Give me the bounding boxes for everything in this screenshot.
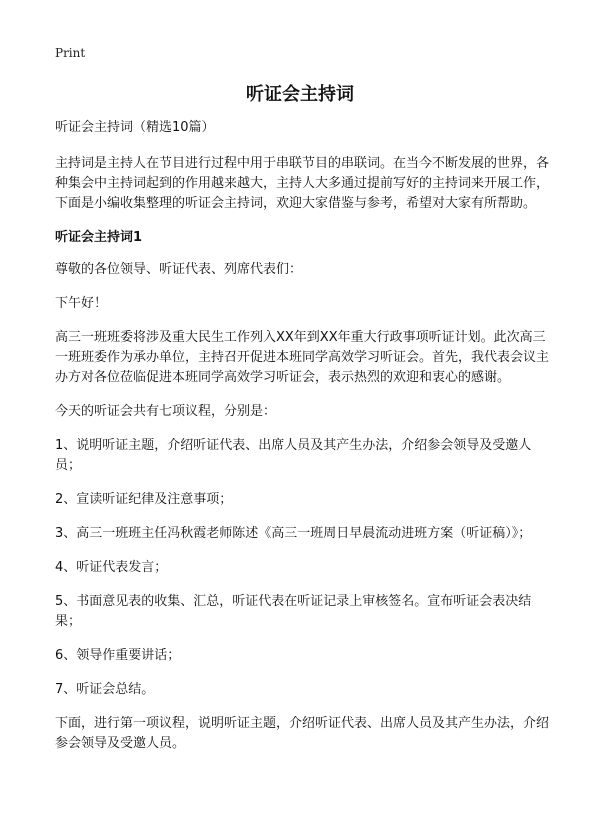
agenda-item-6: 6、领导作重要讲话； [55,648,181,663]
greeting: 下午好！ [55,296,108,311]
closing-paragraph: 下面，进行第一项议程，说明听证主题，介绍听证代表、出席人员及其产生办法，介绍参会领导及受邀人员。 [55,716,550,751]
salutation: 尊敬的各位领导、听证代表、列席代表们： [55,262,303,277]
agenda-item-3: 3、高三一班班主任冯秋霞老师陈述《高三一班周日早晨流动进班方案（听证稿）》； [55,526,532,541]
section-heading: 听证会主持词1 [55,230,143,245]
agenda-item-1: 1、说明听证主题，介绍听证代表、出席人员及其产生办法，介绍参会领导及受邀人员； [55,438,532,473]
agenda-intro: 今天的听证会共有七项议程，分别是： [55,404,277,419]
document-title: 听证会主持词 [246,84,354,105]
agenda-item-4: 4、听证代表发言； [55,560,168,575]
print-link[interactable]: Print [55,46,86,60]
document-body [55,118,551,768]
opening-paragraph: 高三一班班委将涉及重大民生工作列入XX年到XX年重大行政事项听证计划。此次高三一班班委作为承办单位，主持召开促进本班同学高效学习听证会。首先，我代表会议主办方对各位莅临促进本班同学高效学习听证会，表示热烈的欢迎和衷心的感谢。 [55,330,550,385]
document-subtitle: 听证会主持词（精选10篇） [55,120,215,135]
agenda-item-2: 2、宣读听证纪律及注意事项； [55,492,233,507]
agenda-item-5: 5、书面意见表的收集、汇总，听证代表在听证记录上审核签名。宣布听证会表决结果； [55,594,532,629]
agenda-item-7: 7、听证会总结。 [55,682,155,697]
intro-paragraph: 主持词是主持人在节目进行过程中用于串联节目的串联词。在当今不断发展的世界，各种集会中主持词起到的作用越来越大，主持人大多通过提前写好的主持词来开展工作，下面是小编收集整理的听证会主持词，欢迎大家借鉴与参考，希望对大家有所帮助。 [55,156,550,211]
